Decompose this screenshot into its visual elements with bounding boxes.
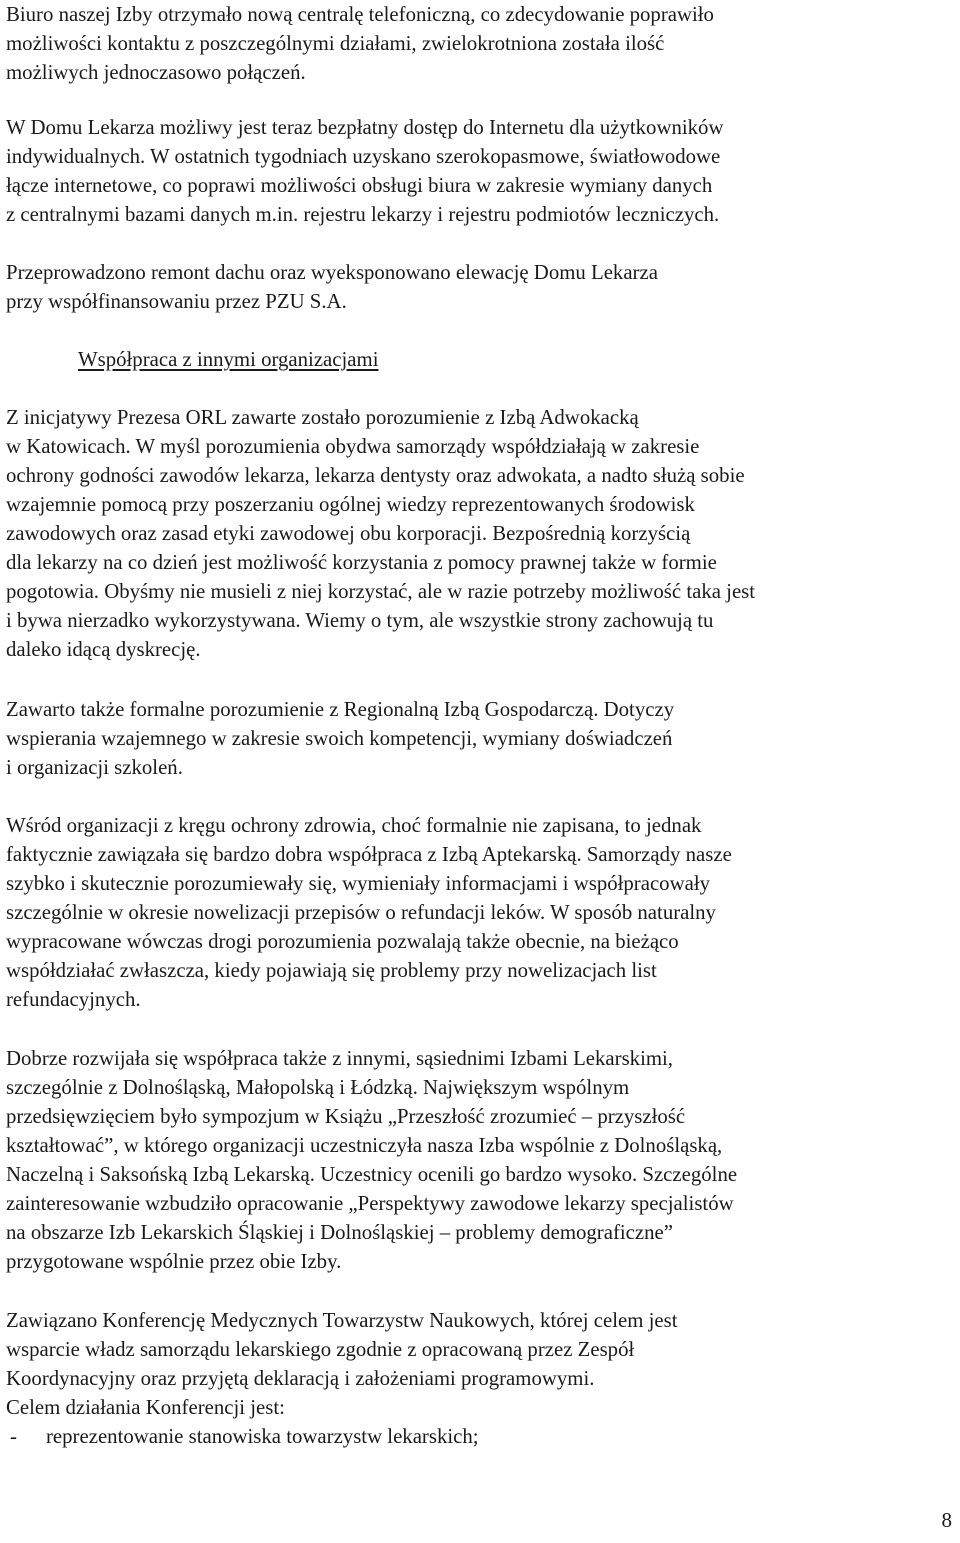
text-line: Celem działania Konferencji jest: <box>6 1396 285 1419</box>
text-line: pogotowia. Obyśmy nie musieli z niej korzystać, ale w razie potrzeby możliwość taka jest <box>6 580 756 603</box>
text-line: refundacyjnych. <box>6 988 141 1011</box>
list-item <box>6 1422 479 1451</box>
paragraph-telephone-exchange <box>6 0 714 87</box>
text-line: Koordynacyjny oraz przyjętą deklaracją i założeniami programowymi. <box>6 1367 595 1390</box>
text-line: faktycznie zawiązała się bardzo dobra współpraca z Izbą Aptekarską. Samorządy nasze <box>6 843 732 866</box>
text-line: przy współfinansowaniu przez PZU S.A. <box>6 290 347 313</box>
text-line: Naczelną i Saksońską Izbą Lekarską. Uczestnicy ocenili go bardzo wysoko. Szczególne <box>6 1163 738 1186</box>
paragraph-neighbour-chambers <box>6 1044 737 1276</box>
page-number: 8 <box>941 1508 952 1532</box>
text-line: kształtować”, w którego organizacji uczestniczyła nasza Izba wspólnie z Dolnośląską, <box>6 1134 723 1157</box>
section-heading: Współpraca z innymi organizacjami <box>78 348 379 371</box>
text-line: Przeprowadzono remont dachu oraz wyeksponowano elewację Domu Lekarza <box>6 261 658 284</box>
text-line: możliwych jednoczasowo połączeń. <box>6 61 306 84</box>
text-line: łącze internetowe, co poprawi możliwości obsługi biura w zakresie wymiany danych <box>6 174 713 197</box>
text-line: na obszarze Izb Lekarskich Śląskiej i Dolnośląskiej – problemy demograficzne” <box>6 1221 673 1244</box>
text-line: W Domu Lekarza możliwy jest teraz bezpłatny dostęp do Internetu dla użytkowników <box>6 116 724 139</box>
text-line: wspierania wzajemnego w zakresie swoich kompetencji, wymiany doświadczeń <box>6 727 673 750</box>
text-line: wypracowane wówczas drogi porozumienia pozwalają także obecnie, na bieżąco <box>6 930 679 953</box>
paragraph-bar-association <box>6 403 755 664</box>
list-bullet: - <box>10 1425 17 1448</box>
list-item-text: reprezentowanie stanowiska towarzystw lekarskich; <box>46 1425 479 1448</box>
text-line: Zawarto także formalne porozumienie z Regionalną Izbą Gospodarczą. Dotyczy <box>6 698 675 721</box>
text-line: współdziałać zwłaszcza, kiedy pojawiają się problemy przy nowelizacjach list <box>6 959 657 982</box>
text-line: Wśród organizacji z kręgu ochrony zdrowia, choć formalnie nie zapisana, to jednak <box>6 814 702 837</box>
text-line: Biuro naszej Izby otrzymało nową centralę telefoniczną, co zdecydowanie poprawiło <box>6 3 714 26</box>
text-line: Dobrze rozwijała się współpraca także z innymi, sąsiednimi Izbami Lekarskimi, <box>6 1047 674 1070</box>
text-line: daleko idącą dyskrecję. <box>6 638 201 661</box>
text-line: szczególnie w okresie nowelizacji przepisów o refundacji leków. W sposób naturalny <box>6 901 716 924</box>
text-line: zainteresowanie wzbudziło opracowanie „Perspektywy zawodowe lekarzy specjalistów <box>6 1192 734 1215</box>
text-line: Zawiązano Konferencję Medycznych Towarzystw Naukowych, której celem jest <box>6 1309 678 1332</box>
text-line: z centralnymi bazami danych m.in. rejestru lekarzy i rejestru podmiotów leczniczych. <box>6 203 720 226</box>
paragraph-medical-societies-conference <box>6 1306 677 1422</box>
paragraph-roof-renovation <box>6 258 658 316</box>
text-line: zawodowych oraz zasad etyki zawodowej obu korporacji. Bezpośrednią korzyścią <box>6 522 691 545</box>
text-line: przygotowane wspólnie przez obie Izby. <box>6 1250 342 1273</box>
text-line: Z inicjatywy Prezesa ORL zawarte zostało porozumienie z Izbą Adwokacką <box>6 406 639 429</box>
text-line: w Katowicach. W myśl porozumienia obydwa samorządy współdziałają w zakresie <box>6 435 700 458</box>
text-line: przedsięwzięciem było sympozjum w Książu „Przeszłość zrozumieć – przyszłość <box>6 1105 686 1128</box>
text-line: szczególnie z Dolnośląską, Małopolską i Łódzką. Największym wspólnym <box>6 1076 630 1099</box>
text-line: indywidualnych. W ostatnich tygodniach uzyskano szerokopasmowe, światłowodowe <box>6 145 721 168</box>
text-line: możliwości kontaktu z poszczególnymi działami, zwielokrotniona została ilość <box>6 32 665 55</box>
text-line: wsparcie władz samorządu lekarskiego zgodnie z opracowaną przez Zespół <box>6 1338 635 1361</box>
text-line: ochrony godności zawodów lekarza, lekarza dentysty oraz adwokata, a nadto służą sobie <box>6 464 745 487</box>
text-line: szybko i skutecznie porozumiewały się, wymieniały informacjami i współpracowały <box>6 872 711 895</box>
paragraph-chamber-of-commerce <box>6 695 674 782</box>
paragraph-internet-access <box>6 113 723 229</box>
text-line: i bywa nierzadko wykorzystywana. Wiemy o tym, ale wszystkie strony zachowują tu <box>6 609 714 632</box>
text-line: i organizacji szkoleń. <box>6 756 183 779</box>
paragraph-pharmacy-chamber <box>6 811 732 1014</box>
text-line: dla lekarzy na co dzień jest możliwość korzystania z pomocy prawnej także w formie <box>6 551 717 574</box>
text-line: wzajemnie pomocą przy poszerzaniu ogólnej wiedzy reprezentowanych środowisk <box>6 493 695 516</box>
document-page <box>6 0 954 1543</box>
